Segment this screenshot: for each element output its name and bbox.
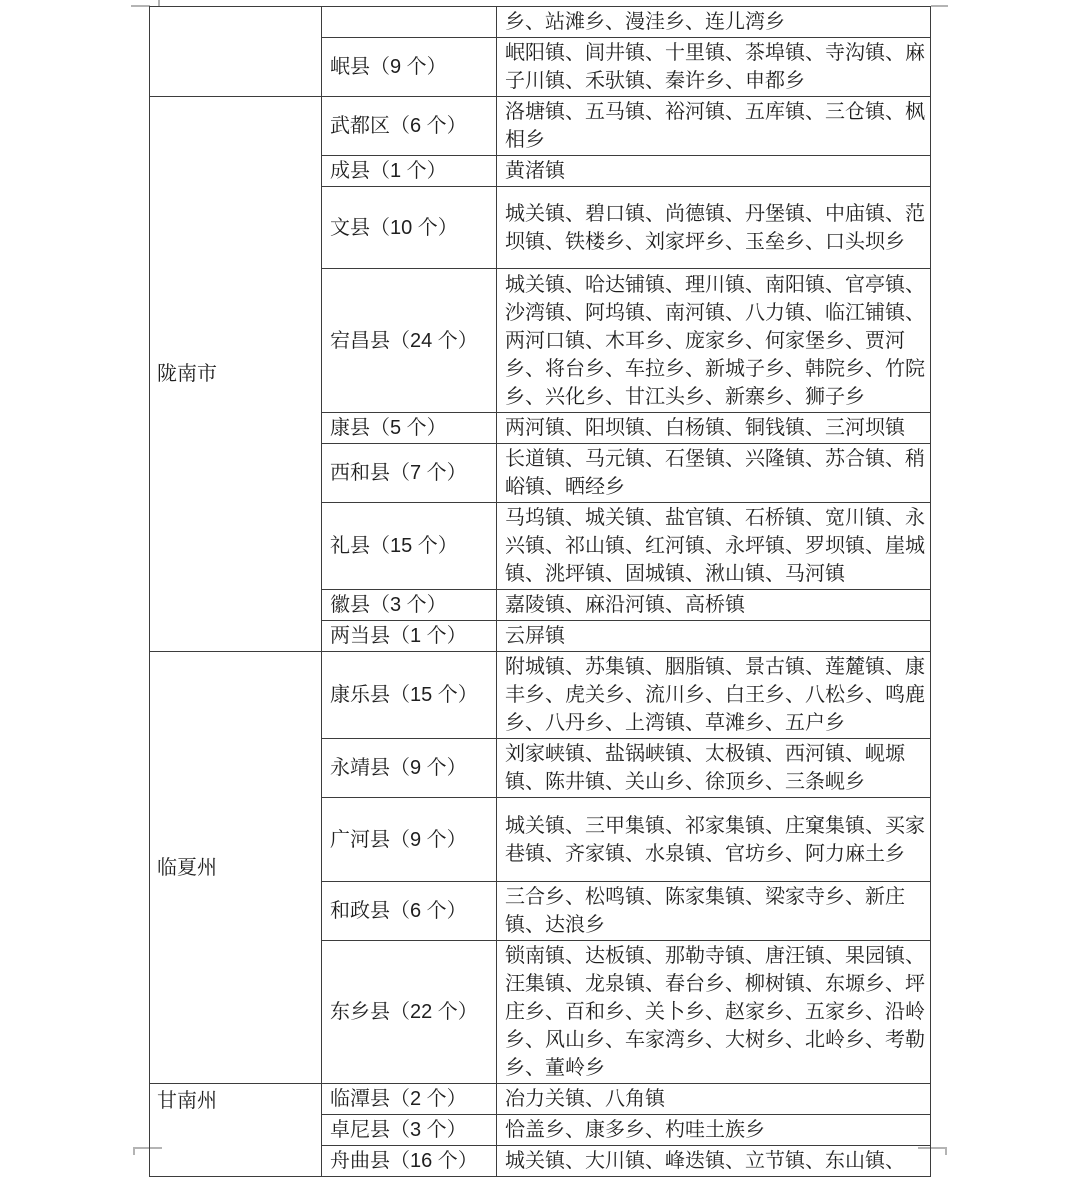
towns-cell: 云屏镇 xyxy=(497,621,931,652)
city-cell: 陇南市 xyxy=(150,97,322,652)
towns-cell: 刘家峡镇、盐锅峡镇、太极镇、西河镇、岘塬镇、陈井镇、关山乡、徐顶乡、三条岘乡 xyxy=(497,739,931,798)
admin-divisions-table xyxy=(149,6,931,1177)
towns-cell: 长道镇、马元镇、石堡镇、兴隆镇、苏合镇、稍峪镇、晒经乡 xyxy=(497,444,931,503)
towns-cell: 嘉陵镇、麻沿河镇、高桥镇 xyxy=(497,590,931,621)
towns-cell: 三合乡、松鸣镇、陈家集镇、梁家寺乡、新庄镇、达浪乡 xyxy=(497,882,931,941)
towns-cell: 锁南镇、达板镇、那勒寺镇、唐汪镇、果园镇、汪集镇、龙泉镇、春台乡、柳树镇、东塬乡、坪庄乡、百和乡、关卜乡、赵家乡、五家乡、沿岭乡、风山乡、车家湾乡、大树乡、北岭乡、考勒乡、董岭乡 xyxy=(497,941,931,1084)
county-cell: 宕昌县（24 个） xyxy=(322,269,497,413)
page-boundary-mark-top-right-h xyxy=(931,5,948,7)
county-cell: 舟曲县（16 个） xyxy=(322,1146,497,1177)
towns-cell: 城关镇、大川镇、峰迭镇、立节镇、东山镇、 xyxy=(497,1146,931,1177)
county-cell: 岷县（9 个） xyxy=(322,38,497,97)
towns-cell: 两河镇、阳坝镇、白杨镇、铜钱镇、三河坝镇 xyxy=(497,413,931,444)
page-boundary-mark-bottom-left-v xyxy=(133,1147,135,1155)
city-cell: 临夏州 xyxy=(150,652,322,1084)
county-cell: 和政县（6 个） xyxy=(322,882,497,941)
towns-cell: 城关镇、碧口镇、尚德镇、丹堡镇、中庙镇、范坝镇、铁楼乡、刘家坪乡、玉垒乡、口头坝乡 xyxy=(497,187,931,269)
towns-cell: 恰盖乡、康多乡、杓哇土族乡 xyxy=(497,1115,931,1146)
towns-cell: 马坞镇、城关镇、盐官镇、石桥镇、宽川镇、永兴镇、祁山镇、红河镇、永坪镇、罗坝镇、崖城镇、洮坪镇、固城镇、湫山镇、马河镇 xyxy=(497,503,931,590)
city-cell: 甘南州 xyxy=(150,1084,322,1177)
county-cell: 礼县（15 个） xyxy=(322,503,497,590)
county-cell xyxy=(322,7,497,38)
county-cell: 东乡县（22 个） xyxy=(322,941,497,1084)
county-cell: 永靖县（9 个） xyxy=(322,739,497,798)
county-cell: 广河县（9 个） xyxy=(322,798,497,882)
county-cell: 卓尼县（3 个） xyxy=(322,1115,497,1146)
county-cell: 文县（10 个） xyxy=(322,187,497,269)
towns-cell: 洛塘镇、五马镇、裕河镇、五库镇、三仓镇、枫相乡 xyxy=(497,97,931,156)
city-cell xyxy=(150,7,322,97)
towns-cell: 乡、站滩乡、漫洼乡、连儿湾乡 xyxy=(497,7,931,38)
county-cell: 临潭县（2 个） xyxy=(322,1084,497,1115)
county-cell: 徽县（3 个） xyxy=(322,590,497,621)
county-cell: 康县（5 个） xyxy=(322,413,497,444)
county-cell: 两当县（1 个） xyxy=(322,621,497,652)
towns-cell: 城关镇、三甲集镇、祁家集镇、庄窠集镇、买家巷镇、齐家镇、水泉镇、官坊乡、阿力麻土乡 xyxy=(497,798,931,882)
county-cell: 成县（1 个） xyxy=(322,156,497,187)
page-boundary-mark-top-left-h xyxy=(131,5,150,7)
towns-cell: 岷阳镇、闾井镇、十里镇、茶埠镇、寺沟镇、麻子川镇、禾驮镇、秦许乡、申都乡 xyxy=(497,38,931,97)
towns-cell: 冶力关镇、八角镇 xyxy=(497,1084,931,1115)
towns-cell: 附城镇、苏集镇、胭脂镇、景古镇、莲麓镇、康丰乡、虎关乡、流川乡、白王乡、八松乡、鸣鹿乡、八丹乡、上湾镇、草滩乡、五户乡 xyxy=(497,652,931,739)
county-cell: 武都区（6 个） xyxy=(322,97,497,156)
county-cell: 康乐县（15 个） xyxy=(322,652,497,739)
towns-cell: 城关镇、哈达铺镇、理川镇、南阳镇、官亭镇、沙湾镇、阿坞镇、南河镇、八力镇、临江铺镇、两河口镇、木耳乡、庞家乡、何家堡乡、贾河乡、将台乡、车拉乡、新城子乡、韩院乡、竹院乡、兴化乡、甘江头乡、新寨乡、狮子乡 xyxy=(497,269,931,413)
towns-cell: 黄渚镇 xyxy=(497,156,931,187)
page-boundary-mark-bottom-right-v xyxy=(945,1147,947,1155)
county-cell: 西和县（7 个） xyxy=(322,444,497,503)
